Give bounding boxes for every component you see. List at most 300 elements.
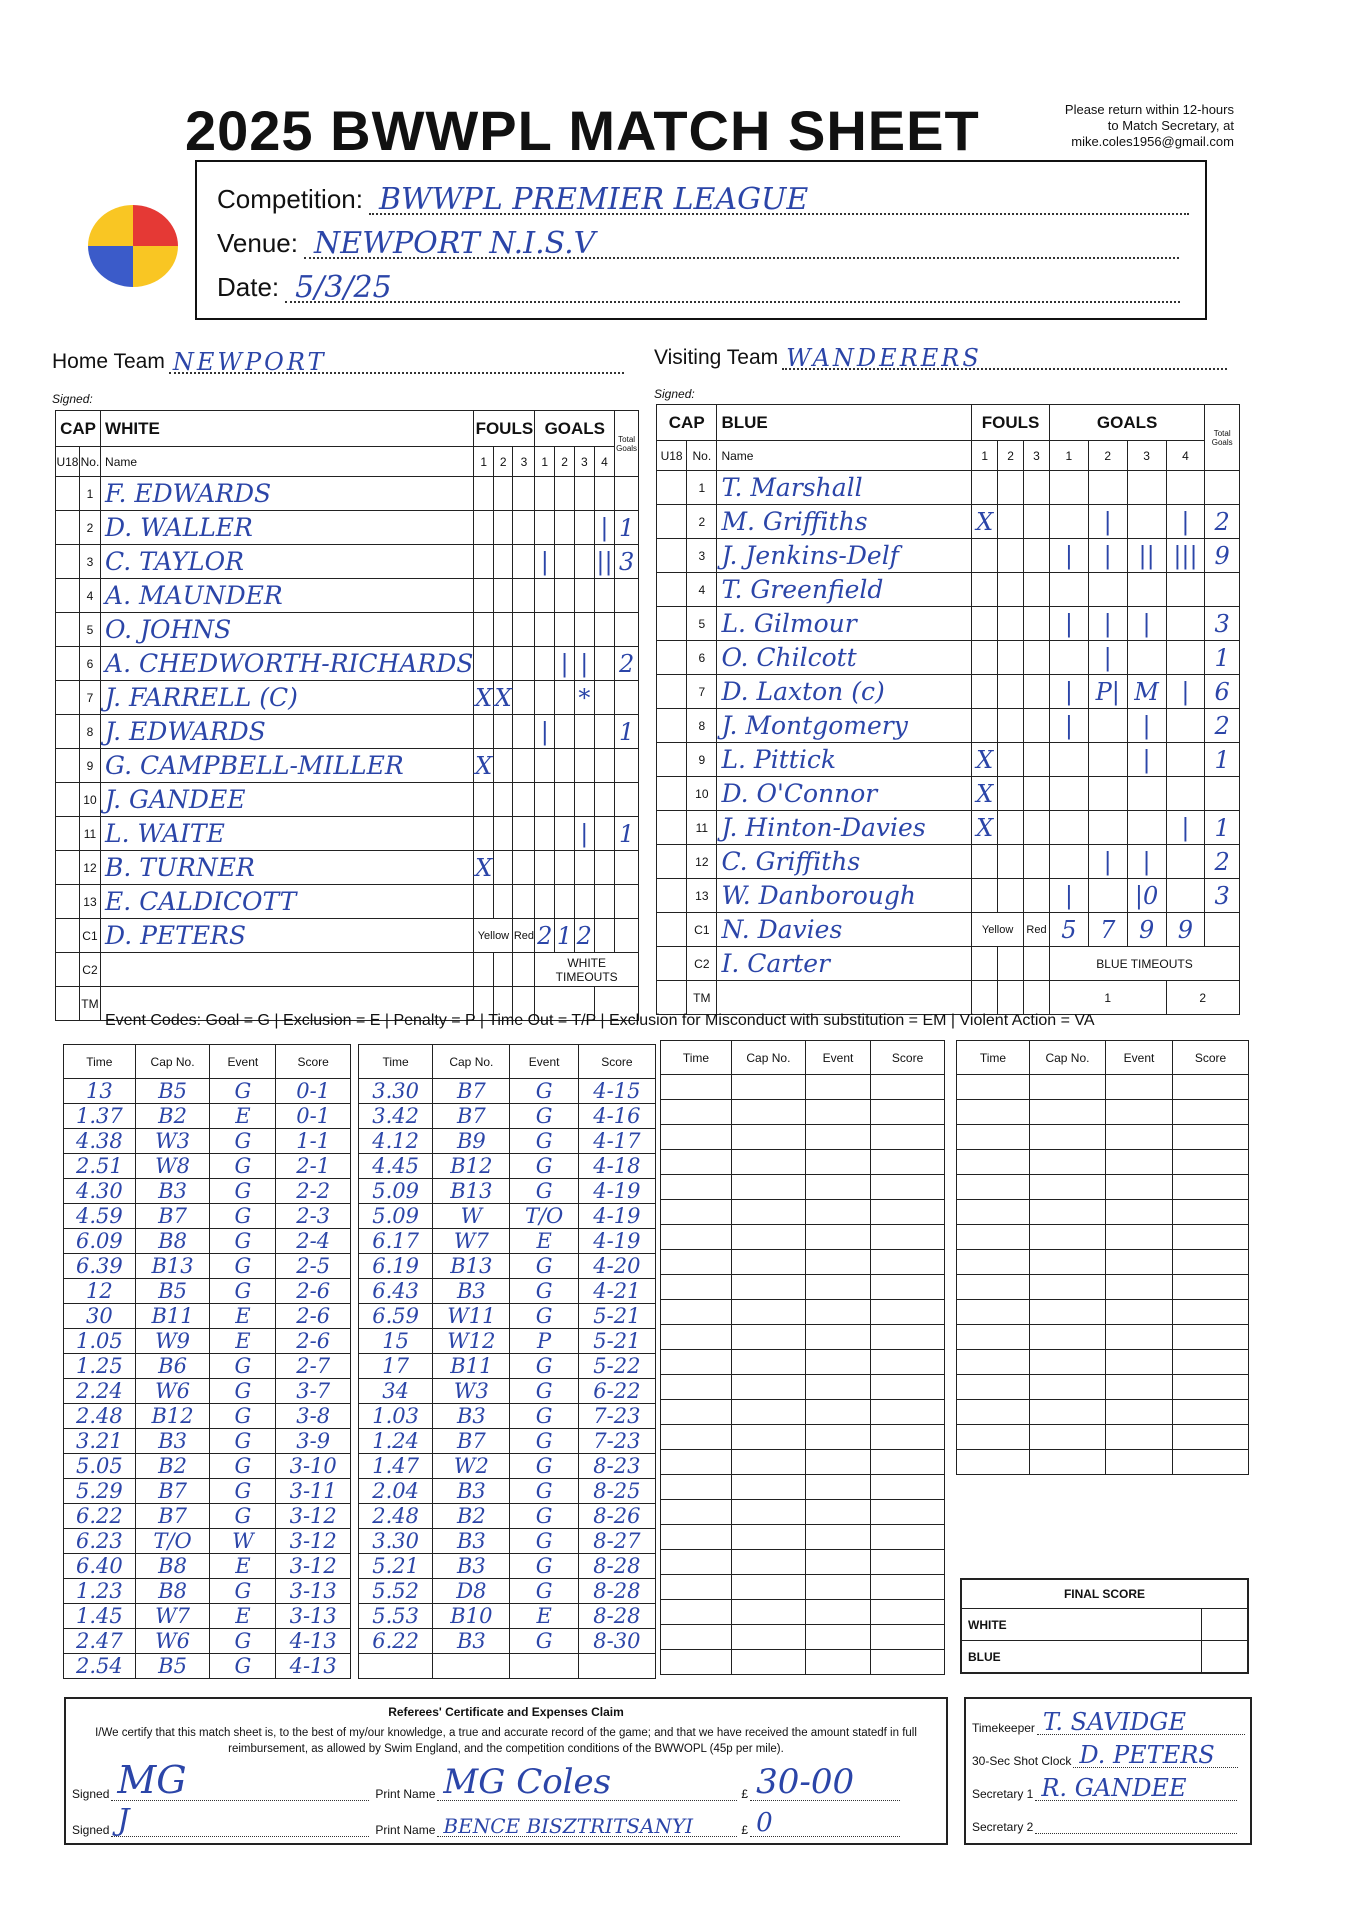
event-score[interactable]: 4-17 xyxy=(578,1129,655,1154)
foul-cell[interactable] xyxy=(1024,539,1050,573)
total-goals-cell[interactable] xyxy=(1205,777,1240,811)
event-event[interactable] xyxy=(805,1625,870,1650)
event-event[interactable]: G xyxy=(210,1429,276,1454)
u18-cell[interactable] xyxy=(56,953,80,987)
event-cap[interactable] xyxy=(732,1100,806,1125)
event-score[interactable] xyxy=(871,1150,945,1175)
event-cap[interactable]: B13 xyxy=(433,1179,510,1204)
foul-cell[interactable] xyxy=(493,783,513,817)
event-cap[interactable]: B10 xyxy=(433,1604,510,1629)
event-time[interactable]: 6.23 xyxy=(64,1529,136,1554)
visiting-team-value[interactable]: WANDERERS xyxy=(786,344,982,372)
player-name[interactable]: G. CAMPBELL-MILLER xyxy=(101,749,474,783)
goal-cell[interactable] xyxy=(1049,845,1088,879)
event-cap[interactable] xyxy=(1030,1375,1106,1400)
event-time[interactable] xyxy=(661,1575,732,1600)
event-cap[interactable] xyxy=(1030,1200,1106,1225)
foul-cell[interactable] xyxy=(972,641,998,675)
goal-cell[interactable]: | xyxy=(535,545,555,579)
event-event[interactable]: G xyxy=(210,1654,276,1679)
foul-cell[interactable] xyxy=(513,885,535,919)
event-score[interactable]: 2-2 xyxy=(276,1179,351,1204)
foul-cell[interactable] xyxy=(1024,675,1050,709)
u18-cell[interactable] xyxy=(56,919,80,953)
player-name[interactable]: D. Laxton (c) xyxy=(717,675,972,709)
event-time[interactable] xyxy=(957,1150,1030,1175)
event-cap[interactable] xyxy=(1030,1325,1106,1350)
event-score[interactable]: 2-6 xyxy=(276,1304,351,1329)
goal-cell[interactable] xyxy=(535,851,555,885)
foul-cell[interactable]: X xyxy=(972,777,998,811)
goal-cell[interactable] xyxy=(1049,573,1088,607)
event-cap[interactable] xyxy=(1030,1350,1106,1375)
event-time[interactable] xyxy=(957,1275,1030,1300)
event-time[interactable] xyxy=(661,1625,732,1650)
event-event[interactable] xyxy=(805,1650,870,1675)
foul-cell[interactable] xyxy=(474,545,494,579)
player-name[interactable]: C. Griffiths xyxy=(717,845,972,879)
goal-cell[interactable]: | xyxy=(1088,505,1127,539)
event-cap[interactable]: D8 xyxy=(433,1579,510,1604)
event-score[interactable] xyxy=(871,1100,945,1125)
event-score[interactable] xyxy=(871,1200,945,1225)
goal-cell[interactable] xyxy=(535,647,555,681)
event-cap[interactable] xyxy=(1030,1300,1106,1325)
event-event[interactable]: G xyxy=(210,1279,276,1304)
foul-cell[interactable] xyxy=(474,477,494,511)
u18-cell[interactable] xyxy=(657,709,687,743)
u18-cell[interactable] xyxy=(657,743,687,777)
goal-cell[interactable] xyxy=(535,477,555,511)
event-time[interactable] xyxy=(359,1654,433,1679)
goal-cell[interactable] xyxy=(594,749,615,783)
foul-cell[interactable] xyxy=(972,471,998,505)
event-event[interactable]: G xyxy=(510,1629,578,1654)
event-time[interactable] xyxy=(957,1125,1030,1150)
player-name[interactable]: O. Chilcott xyxy=(717,641,972,675)
event-time[interactable]: 4.30 xyxy=(64,1179,136,1204)
event-time[interactable]: 5.52 xyxy=(359,1579,433,1604)
event-time[interactable] xyxy=(661,1225,732,1250)
total-goals-cell[interactable]: 3 xyxy=(1205,879,1240,913)
goal-cell[interactable] xyxy=(1088,777,1127,811)
event-time[interactable]: 5.09 xyxy=(359,1179,433,1204)
event-time[interactable] xyxy=(957,1450,1030,1475)
event-cap[interactable]: W3 xyxy=(135,1129,210,1154)
event-time[interactable] xyxy=(957,1175,1030,1200)
goal-cell[interactable] xyxy=(1166,641,1205,675)
foul-cell[interactable] xyxy=(513,511,535,545)
event-score[interactable] xyxy=(1173,1400,1249,1425)
event-cap[interactable]: B5 xyxy=(135,1079,210,1104)
event-cap[interactable] xyxy=(1030,1225,1106,1250)
event-time[interactable]: 1.05 xyxy=(64,1329,136,1354)
event-time[interactable] xyxy=(957,1075,1030,1100)
event-time[interactable] xyxy=(957,1425,1030,1450)
event-event[interactable]: W xyxy=(210,1529,276,1554)
goal-cell[interactable]: | xyxy=(1088,607,1127,641)
event-time[interactable] xyxy=(661,1275,732,1300)
total-goals-cell[interactable] xyxy=(615,749,639,783)
goal-cell[interactable]: | xyxy=(1088,641,1127,675)
event-score[interactable] xyxy=(1173,1450,1249,1475)
event-time[interactable]: 30 xyxy=(64,1304,136,1329)
event-score[interactable] xyxy=(871,1300,945,1325)
event-score[interactable] xyxy=(1173,1225,1249,1250)
goal-cell[interactable]: | xyxy=(1166,811,1205,845)
event-event[interactable] xyxy=(805,1500,870,1525)
event-score[interactable]: 3-7 xyxy=(276,1379,351,1404)
event-event[interactable] xyxy=(805,1425,870,1450)
goal-cell[interactable] xyxy=(1088,879,1127,913)
goal-cell[interactable]: * xyxy=(574,681,594,715)
event-time[interactable]: 13 xyxy=(64,1079,136,1104)
event-score[interactable] xyxy=(871,1325,945,1350)
event-cap[interactable] xyxy=(433,1654,510,1679)
event-time[interactable]: 4.38 xyxy=(64,1129,136,1154)
event-score[interactable]: 3-13 xyxy=(276,1579,351,1604)
event-score[interactable]: 4-20 xyxy=(578,1254,655,1279)
foul-cell[interactable] xyxy=(1024,981,1050,1015)
event-time[interactable]: 1.24 xyxy=(359,1429,433,1454)
event-time[interactable]: 2.48 xyxy=(64,1404,136,1429)
event-cap[interactable]: B8 xyxy=(135,1229,210,1254)
ref2-signature[interactable]: J xyxy=(117,1803,130,1838)
u18-cell[interactable] xyxy=(657,913,687,947)
event-time[interactable] xyxy=(661,1200,732,1225)
foul-cell[interactable] xyxy=(513,715,535,749)
event-time[interactable] xyxy=(661,1300,732,1325)
event-time[interactable]: 3.30 xyxy=(359,1079,433,1104)
event-cap[interactable]: B3 xyxy=(433,1404,510,1429)
goal-cell[interactable] xyxy=(1166,777,1205,811)
event-event[interactable]: G xyxy=(510,1279,578,1304)
player-name[interactable]: L. Pittick xyxy=(717,743,972,777)
event-cap[interactable]: B9 xyxy=(433,1129,510,1154)
player-name[interactable]: L. Gilmour xyxy=(717,607,972,641)
foul-cell[interactable] xyxy=(493,579,513,613)
total-goals-cell[interactable] xyxy=(615,681,639,715)
event-score[interactable]: 2-6 xyxy=(276,1279,351,1304)
foul-cell[interactable] xyxy=(998,675,1024,709)
foul-cell[interactable] xyxy=(972,947,998,981)
event-event[interactable]: G xyxy=(510,1179,578,1204)
player-name[interactable]: D. PETERS xyxy=(101,919,474,953)
event-score[interactable] xyxy=(1173,1200,1249,1225)
event-event[interactable] xyxy=(1105,1125,1172,1150)
event-cap[interactable] xyxy=(1030,1425,1106,1450)
event-time[interactable] xyxy=(957,1325,1030,1350)
foul-cell[interactable] xyxy=(998,845,1024,879)
player-name[interactable] xyxy=(101,953,474,987)
player-name[interactable]: A. CHEDWORTH-RICHARDS xyxy=(101,647,474,681)
foul-cell[interactable] xyxy=(474,885,494,919)
event-event[interactable]: G xyxy=(210,1179,276,1204)
total-goals-cell[interactable] xyxy=(615,579,639,613)
event-score[interactable]: 0-1 xyxy=(276,1079,351,1104)
event-time[interactable]: 3.42 xyxy=(359,1104,433,1129)
event-cap[interactable]: B13 xyxy=(433,1254,510,1279)
event-score[interactable]: 1-1 xyxy=(276,1129,351,1154)
event-time[interactable]: 3.21 xyxy=(64,1429,136,1454)
u18-cell[interactable] xyxy=(657,539,687,573)
total-goals-cell[interactable]: 3 xyxy=(615,545,639,579)
foul-cell[interactable] xyxy=(474,579,494,613)
goal-cell[interactable] xyxy=(1127,641,1166,675)
event-score[interactable] xyxy=(871,1425,945,1450)
goal-cell[interactable] xyxy=(535,613,555,647)
event-time[interactable]: 4.12 xyxy=(359,1129,433,1154)
event-score[interactable]: 2-6 xyxy=(276,1329,351,1354)
u18-cell[interactable] xyxy=(56,817,80,851)
official-name[interactable]: D. PETERS xyxy=(1079,1741,1215,1769)
event-score[interactable] xyxy=(871,1600,945,1625)
foul-cell[interactable] xyxy=(998,539,1024,573)
event-event[interactable]: E xyxy=(210,1329,276,1354)
total-goals-cell[interactable]: 2 xyxy=(615,647,639,681)
event-time[interactable] xyxy=(661,1125,732,1150)
goal-cell[interactable] xyxy=(535,817,555,851)
event-cap[interactable] xyxy=(1030,1450,1106,1475)
event-cap[interactable] xyxy=(732,1300,806,1325)
event-cap[interactable]: B12 xyxy=(433,1154,510,1179)
event-score[interactable]: 2-7 xyxy=(276,1354,351,1379)
foul-cell[interactable] xyxy=(998,709,1024,743)
event-time[interactable]: 4.45 xyxy=(359,1154,433,1179)
event-cap[interactable]: B3 xyxy=(135,1429,210,1454)
event-cap[interactable]: W8 xyxy=(135,1154,210,1179)
player-name[interactable]: J. GANDEE xyxy=(101,783,474,817)
event-cap[interactable] xyxy=(732,1500,806,1525)
total-goals-cell[interactable] xyxy=(1205,471,1240,505)
event-cap[interactable]: B7 xyxy=(135,1479,210,1504)
event-time[interactable] xyxy=(661,1150,732,1175)
ref1-print-name[interactable]: MG Coles xyxy=(443,1762,612,1802)
player-name[interactable]: D. WALLER xyxy=(101,511,474,545)
goal-cell[interactable]: M xyxy=(1127,675,1166,709)
goal-cell[interactable] xyxy=(594,783,615,817)
event-event[interactable] xyxy=(805,1125,870,1150)
total-goals-cell[interactable] xyxy=(615,885,639,919)
event-cap[interactable] xyxy=(732,1475,806,1500)
event-cap[interactable] xyxy=(1030,1075,1106,1100)
player-name[interactable]: N. Davies xyxy=(717,913,972,947)
foul-cell[interactable] xyxy=(998,981,1024,1015)
event-event[interactable]: G xyxy=(510,1304,578,1329)
event-time[interactable]: 5.09 xyxy=(359,1204,433,1229)
event-event[interactable] xyxy=(805,1400,870,1425)
event-event[interactable]: G xyxy=(510,1579,578,1604)
event-time[interactable] xyxy=(661,1250,732,1275)
event-time[interactable]: 1.03 xyxy=(359,1404,433,1429)
event-score[interactable] xyxy=(871,1575,945,1600)
foul-cell[interactable] xyxy=(513,579,535,613)
foul-cell[interactable] xyxy=(998,573,1024,607)
event-cap[interactable]: B6 xyxy=(135,1354,210,1379)
event-cap[interactable] xyxy=(1030,1175,1106,1200)
goal-cell[interactable] xyxy=(594,647,615,681)
goal-cell[interactable] xyxy=(594,885,615,919)
event-score[interactable] xyxy=(871,1175,945,1200)
event-cap[interactable]: B3 xyxy=(433,1279,510,1304)
event-score[interactable] xyxy=(1173,1075,1249,1100)
event-event[interactable] xyxy=(805,1225,870,1250)
event-event[interactable]: E xyxy=(210,1304,276,1329)
goal-cell[interactable] xyxy=(1127,811,1166,845)
player-name[interactable]: J. Jenkins-Delf xyxy=(717,539,972,573)
goal-cell[interactable]: 7 xyxy=(1088,913,1127,947)
event-event[interactable]: G xyxy=(210,1154,276,1179)
total-goals-cell[interactable]: 1 xyxy=(615,817,639,851)
goal-cell[interactable] xyxy=(555,885,575,919)
event-event[interactable]: G xyxy=(510,1454,578,1479)
foul-cell[interactable] xyxy=(513,783,535,817)
goal-cell[interactable]: || xyxy=(594,545,615,579)
foul-cell[interactable] xyxy=(493,851,513,885)
event-cap[interactable] xyxy=(732,1425,806,1450)
event-time[interactable]: 5.29 xyxy=(64,1479,136,1504)
event-score[interactable] xyxy=(1173,1125,1249,1150)
event-time[interactable]: 2.04 xyxy=(359,1479,433,1504)
event-score[interactable] xyxy=(1173,1300,1249,1325)
event-cap[interactable]: B8 xyxy=(135,1554,210,1579)
event-time[interactable] xyxy=(957,1375,1030,1400)
goal-cell[interactable] xyxy=(1049,743,1088,777)
event-score[interactable] xyxy=(871,1525,945,1550)
event-event[interactable] xyxy=(1105,1425,1172,1450)
goal-cell[interactable] xyxy=(594,681,615,715)
event-score[interactable]: 4-13 xyxy=(276,1629,351,1654)
total-goals-cell[interactable] xyxy=(615,783,639,817)
event-event[interactable]: G xyxy=(210,1204,276,1229)
foul-cell[interactable] xyxy=(474,613,494,647)
event-score[interactable]: 8-28 xyxy=(578,1604,655,1629)
event-time[interactable]: 2.51 xyxy=(64,1154,136,1179)
event-score[interactable]: 8-26 xyxy=(578,1504,655,1529)
event-score[interactable]: 5-21 xyxy=(578,1329,655,1354)
event-score[interactable] xyxy=(871,1075,945,1100)
event-score[interactable]: 8-28 xyxy=(578,1579,655,1604)
ref2-amount[interactable]: 0 xyxy=(756,1808,773,1838)
goal-cell[interactable] xyxy=(1088,709,1127,743)
total-goals-cell[interactable]: 1 xyxy=(615,511,639,545)
event-cap[interactable]: B5 xyxy=(135,1654,210,1679)
u18-cell[interactable] xyxy=(657,471,687,505)
foul-cell[interactable]: X xyxy=(474,749,494,783)
foul-cell[interactable]: X xyxy=(474,851,494,885)
event-time[interactable]: 6.40 xyxy=(64,1554,136,1579)
goal-cell[interactable] xyxy=(555,749,575,783)
event-event[interactable] xyxy=(1105,1100,1172,1125)
u18-cell[interactable] xyxy=(56,783,80,817)
event-time[interactable] xyxy=(661,1650,732,1675)
event-cap[interactable]: B3 xyxy=(135,1179,210,1204)
event-event[interactable]: G xyxy=(210,1229,276,1254)
foul-cell[interactable] xyxy=(972,845,998,879)
foul-cell[interactable] xyxy=(493,715,513,749)
goal-cell[interactable] xyxy=(555,511,575,545)
event-cap[interactable] xyxy=(732,1325,806,1350)
foul-cell[interactable] xyxy=(493,817,513,851)
foul-cell[interactable]: X xyxy=(972,743,998,777)
event-event[interactable] xyxy=(805,1275,870,1300)
event-score[interactable] xyxy=(1173,1350,1249,1375)
event-score[interactable]: 3-12 xyxy=(276,1504,351,1529)
foul-cell[interactable] xyxy=(1024,743,1050,777)
goal-cell[interactable] xyxy=(555,783,575,817)
foul-cell[interactable] xyxy=(513,477,535,511)
event-event[interactable] xyxy=(1105,1150,1172,1175)
event-event[interactable]: G xyxy=(510,1429,578,1454)
goal-cell[interactable] xyxy=(1127,505,1166,539)
total-goals-cell[interactable] xyxy=(1205,913,1240,947)
player-name[interactable]: E. CALDICOTT xyxy=(101,885,474,919)
goal-cell[interactable] xyxy=(594,817,615,851)
u18-cell[interactable] xyxy=(657,981,687,1015)
u18-cell[interactable] xyxy=(56,579,80,613)
goal-cell[interactable]: | xyxy=(555,647,575,681)
event-cap[interactable] xyxy=(1030,1125,1106,1150)
goal-cell[interactable]: | xyxy=(594,511,615,545)
event-score[interactable] xyxy=(871,1550,945,1575)
event-time[interactable]: 2.24 xyxy=(64,1379,136,1404)
total-goals-cell[interactable] xyxy=(615,613,639,647)
event-event[interactable]: G xyxy=(210,1254,276,1279)
foul-cell[interactable] xyxy=(998,505,1024,539)
foul-cell[interactable] xyxy=(474,511,494,545)
event-cap[interactable]: B5 xyxy=(135,1279,210,1304)
event-event[interactable]: G xyxy=(210,1404,276,1429)
foul-cell[interactable]: X xyxy=(972,811,998,845)
event-event[interactable] xyxy=(805,1200,870,1225)
goal-cell[interactable] xyxy=(555,681,575,715)
date-value[interactable]: 5/3/25 xyxy=(295,270,392,305)
goal-cell[interactable] xyxy=(555,545,575,579)
event-event[interactable]: T/O xyxy=(510,1204,578,1229)
goal-cell[interactable]: | xyxy=(535,715,555,749)
event-time[interactable] xyxy=(661,1100,732,1125)
event-cap[interactable] xyxy=(732,1575,806,1600)
event-event[interactable] xyxy=(1105,1375,1172,1400)
final-white-box[interactable] xyxy=(1201,1609,1247,1640)
goal-cell[interactable]: | xyxy=(1049,539,1088,573)
event-cap[interactable]: B3 xyxy=(433,1629,510,1654)
goal-cell[interactable]: | xyxy=(1127,709,1166,743)
event-score[interactable]: 5-21 xyxy=(578,1304,655,1329)
u18-cell[interactable] xyxy=(56,851,80,885)
event-cap[interactable] xyxy=(732,1250,806,1275)
event-cap[interactable] xyxy=(732,1625,806,1650)
total-goals-cell[interactable]: 6 xyxy=(1205,675,1240,709)
event-event[interactable] xyxy=(1105,1325,1172,1350)
event-score[interactable] xyxy=(871,1400,945,1425)
event-event[interactable] xyxy=(805,1550,870,1575)
event-cap[interactable]: W9 xyxy=(135,1329,210,1354)
event-time[interactable] xyxy=(661,1400,732,1425)
event-event[interactable] xyxy=(1105,1075,1172,1100)
event-event[interactable]: G xyxy=(210,1504,276,1529)
foul-cell[interactable] xyxy=(513,953,535,987)
foul-cell[interactable] xyxy=(1024,879,1050,913)
goal-cell[interactable]: | xyxy=(1166,505,1205,539)
event-time[interactable]: 5.53 xyxy=(359,1604,433,1629)
event-score[interactable]: 7-23 xyxy=(578,1429,655,1454)
event-score[interactable] xyxy=(871,1450,945,1475)
event-score[interactable] xyxy=(1173,1175,1249,1200)
goal-cell[interactable]: | xyxy=(1049,675,1088,709)
event-time[interactable]: 5.21 xyxy=(359,1554,433,1579)
foul-cell[interactable] xyxy=(474,647,494,681)
